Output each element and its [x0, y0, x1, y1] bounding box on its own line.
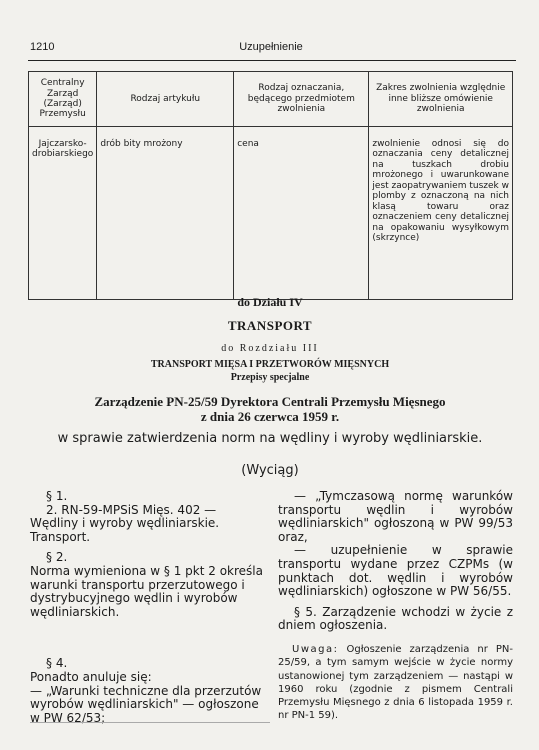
exemption-table	[28, 71, 513, 300]
note-label: Uwaga:	[292, 643, 339, 655]
section-4-item-1: — „Warunki techniczne dla przerzutów wyrobów wędliniarskich" — ogłoszone w PW 62/53;	[30, 683, 262, 725]
section-1-label: § 1.	[46, 489, 68, 503]
chapter-heading: do Rozdziału III	[221, 343, 319, 354]
note-paragraph	[278, 643, 513, 723]
page-number: 1210	[30, 41, 55, 53]
running-head: Uzupełnienie	[239, 41, 303, 53]
special-provisions-heading: Przepisy specjalne	[230, 372, 310, 383]
column-header-zakres: Zakres zwolnienia względnie inne bliższe omówienie zwolnienia	[369, 72, 513, 127]
section-1-point-2: 2. RN-59-MPSiS Mięs. 402 — Wędliny i wyroby wędliniarskie. Transport.	[30, 502, 220, 544]
page-header	[30, 41, 512, 57]
column-header-oznaczanie: Rodzaj oznaczania, będącego przedmiotem zwolnienia	[234, 72, 369, 127]
note-text: Ogłoszenie zarządzenia nr PN-25/59, a tym samym wejście w życie normy ustanowionej tym zarządzeniem — nastąpi w 1960 roku (zgodnie z pismem Centrali Przemysłu Mięsnego z dnia 6 listopada 1959 r. nr PN-1 59).	[278, 643, 513, 722]
left-column	[30, 490, 268, 725]
section-5-text: § 5. Zarządzenie wchodzi w życie z dniem ogłoszenia.	[278, 604, 513, 633]
section-4-item-3: — uzupełnienie w sprawie transportu wydane przez CZPMs (w punktach dot. wędlin i wyrobów wędliniarskich) ogłoszone w PW 56/55.	[278, 543, 513, 599]
table-row	[29, 127, 513, 300]
cell-zakres: zwolnienie odnosi się do oznaczania ceny detalicznej na tuszkach drobiu mrożonego i uwarunkowane jest zaopatrywaniem tuszek w plomby z oznaczoną na nich klasą towaru oraz oznaczeniem ceny detalicznej na opakowaniu wysyłkowym (skrzynce)	[369, 127, 513, 300]
division-heading: do Działu IV	[237, 295, 303, 309]
extract-label: (Wyciąg)	[241, 463, 299, 478]
section-4-item-2: — „Tymczasową normę warunków transportu wędlin i wyrobów wędliniarskich" ogłoszoną w PW 99/53 oraz,	[278, 489, 513, 544]
right-column	[278, 490, 513, 723]
section-2-label: § 2.	[46, 550, 68, 565]
table-header-row	[29, 72, 513, 127]
column-header-zarzad: Centralny Zarząd (Zarząd) Przemysłu	[29, 72, 97, 127]
section-4-intro: Ponadto anuluje się:	[30, 669, 152, 684]
section-2-text: Norma wymieniona w § 1 pkt 2 określa warunki transportu przerzutowego i dystrybucyjnego wędlin i wyrobów wędliniarskich.	[30, 563, 263, 619]
cell-artykul: drób bity mrożony	[97, 127, 234, 300]
section-title: TRANSPORT	[227, 318, 313, 333]
order-title-line2: z dnia 26 czerwca 1959 r.	[200, 409, 340, 424]
order-title-line1: Zarządzenie PN-25/59 Dyrektora Centrali Przemysłu Mięsnego	[94, 394, 446, 409]
section-4-label: § 4.	[46, 656, 68, 671]
footer-rule	[30, 722, 270, 723]
header-rule	[28, 60, 516, 61]
cell-oznaczanie: cena	[234, 127, 369, 300]
column-header-artykul: Rodzaj artykułu	[97, 72, 234, 127]
cell-zarzad: Jajczarsko-drobiarskiego	[29, 127, 97, 300]
order-subject: w sprawie zatwierdzenia norm na wędliny i wyroby wędliniarskie.	[57, 431, 483, 446]
chapter-subtitle: TRANSPORT MIĘSA I PRZETWORÓW MIĘSNYCH	[150, 359, 390, 370]
